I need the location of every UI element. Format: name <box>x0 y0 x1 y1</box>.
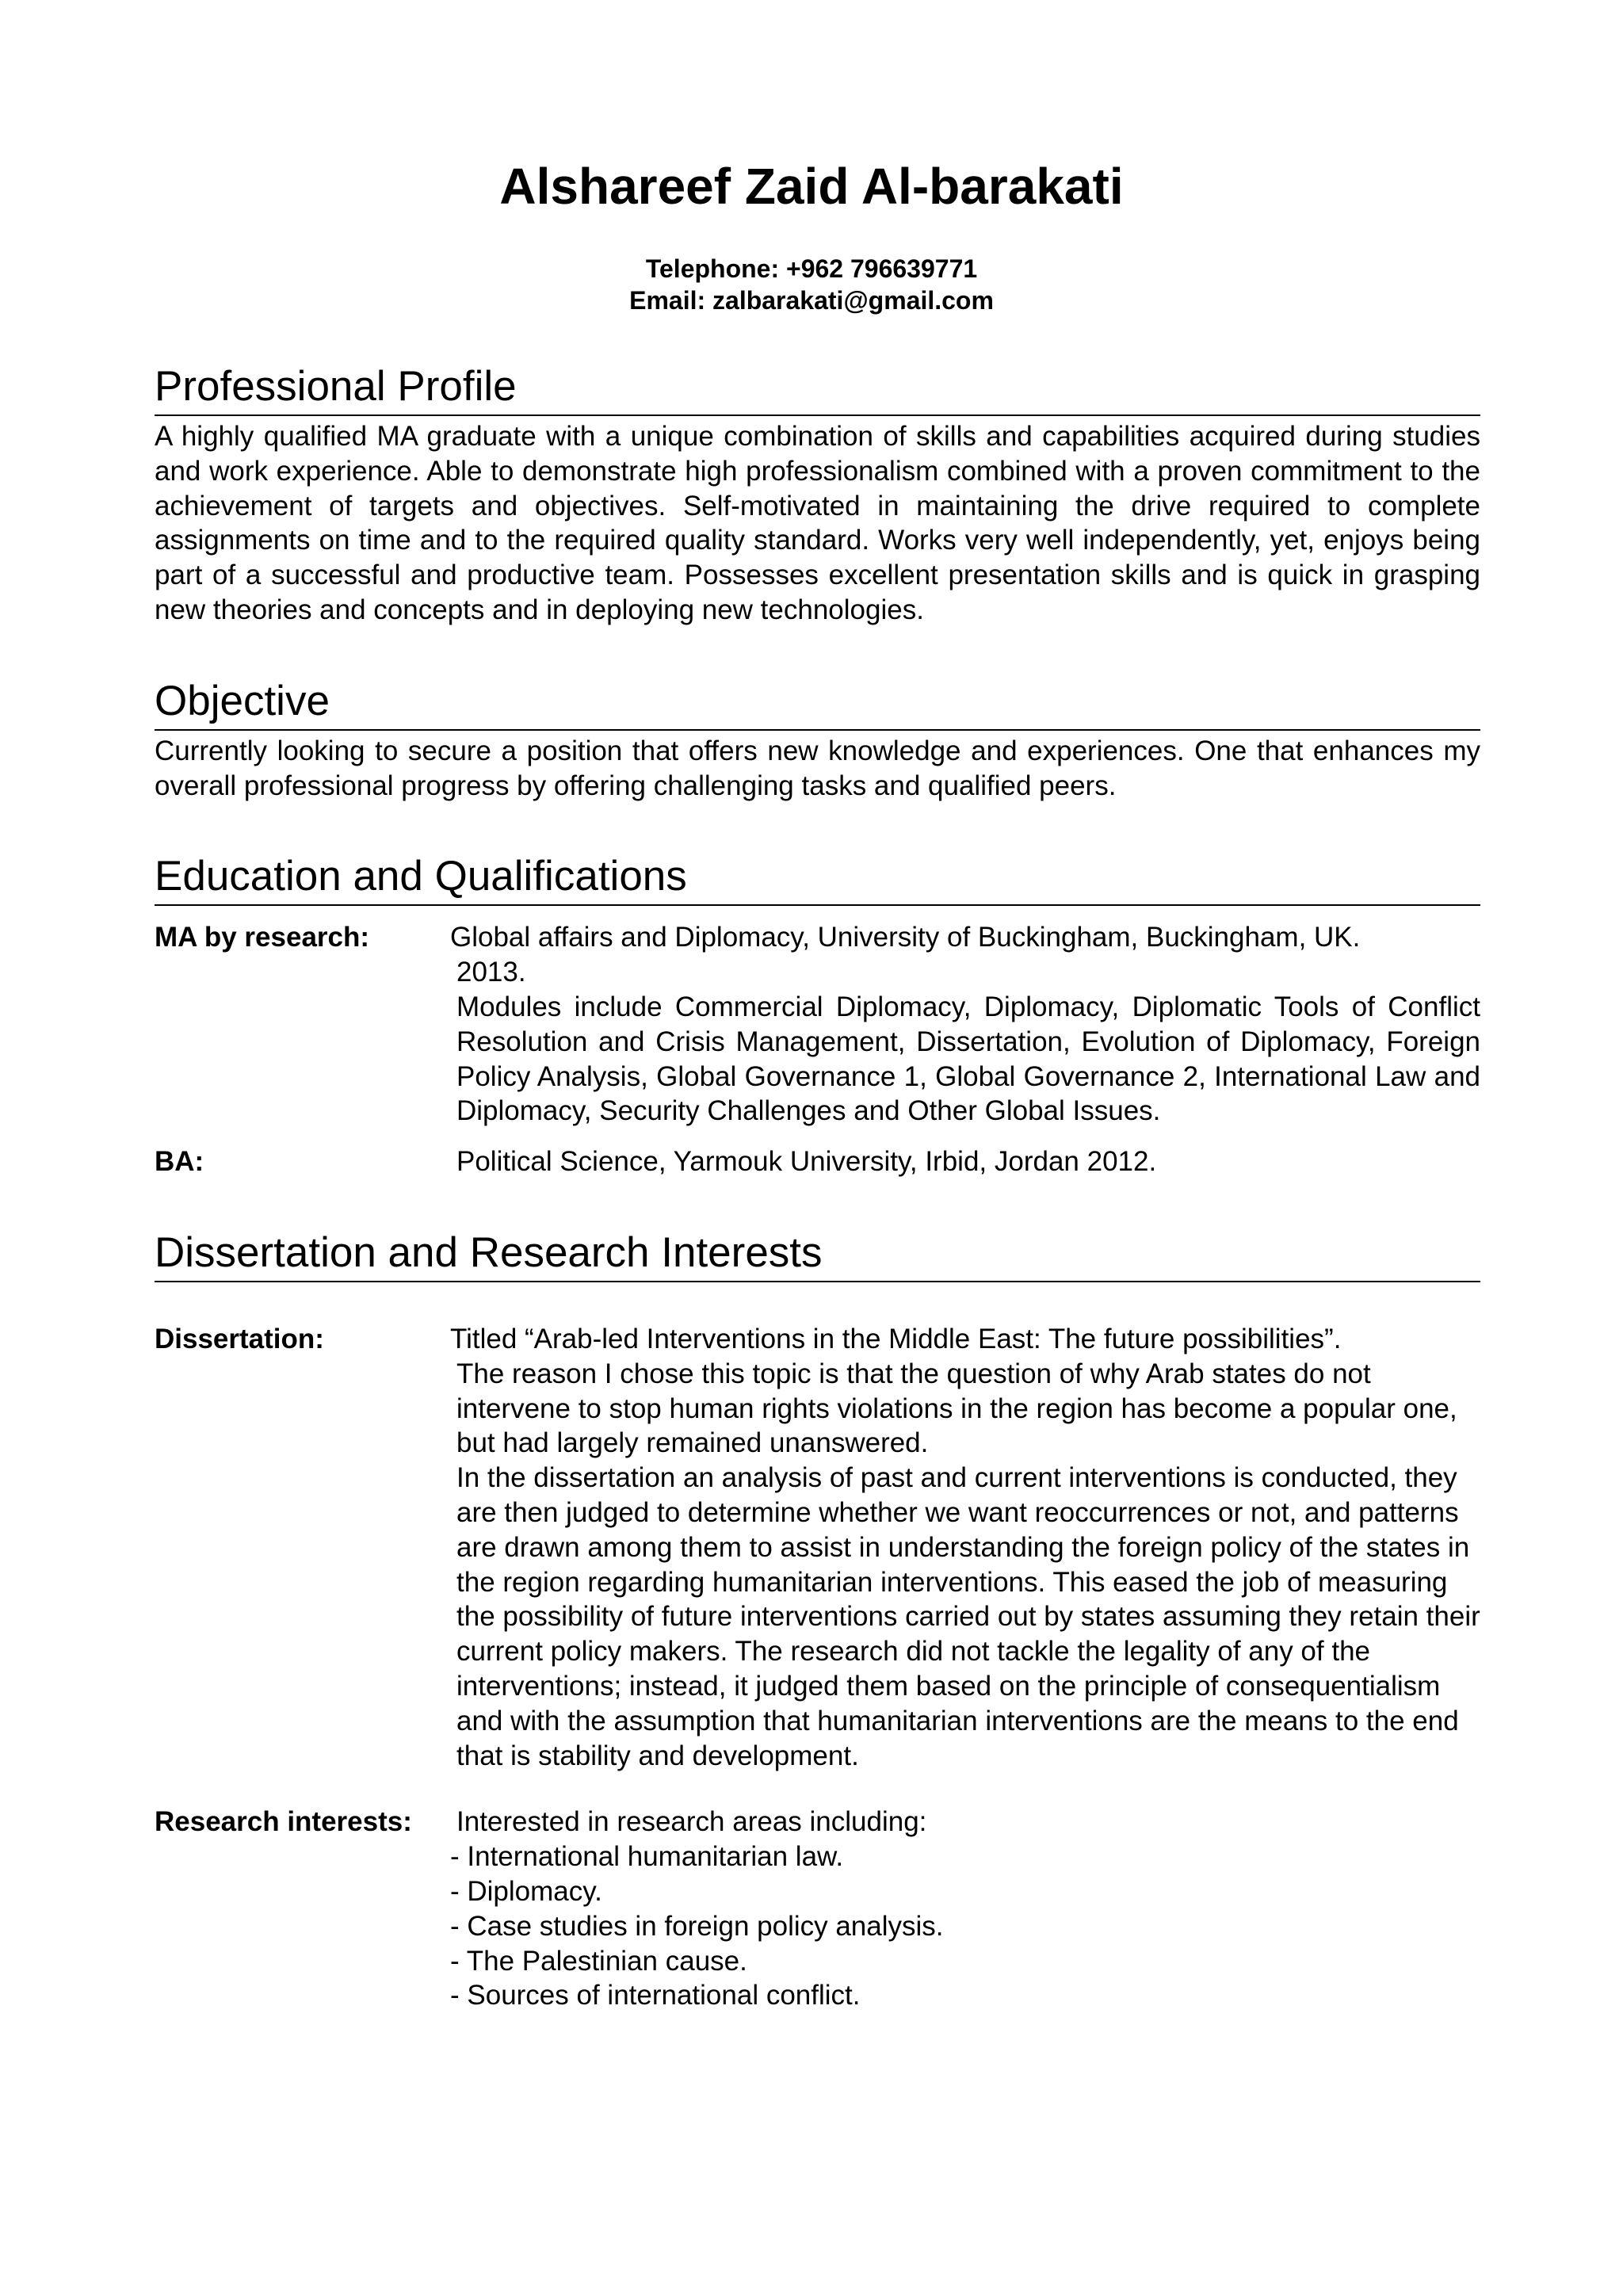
section-title-education: Education and Qualifications <box>155 850 1480 906</box>
entry-label: Dissertation: <box>155 1323 324 1354</box>
contact-block <box>0 253 1623 316</box>
ma-modules: Modules include Commercial Diplomacy, Diplomacy, Diplomatic Tools of Conflict Resolution and Crisis Management, Dissertation, Evolution of Diplomacy, Foreign Policy Analysis, Global Governance 1, Global Governance 2, International Law and Diplomacy, Security Challenges and Other Global Issues. <box>456 991 1480 1127</box>
interest-item: - The Palestinian cause. <box>450 1945 747 1977</box>
interest-item: - Case studies in foreign policy analysis. <box>450 1910 944 1942</box>
entry-body <box>450 920 1480 1129</box>
entry-body <box>450 1805 1480 2013</box>
entry-label: BA: <box>155 1146 204 1178</box>
entry-label: MA by research: <box>155 922 370 953</box>
education-entry-ma <box>155 920 1480 1129</box>
dissertation-analysis: In the dissertation an analysis of past and current interventions is conducted, they are then judged to determine whether we want reoccurrences or not, and patterns are drawn among them to assist in understanding the foreign policy of the states in the region regarding humanitarian interventions. This eased the job of measuring the possibility of future interventions carried out by states assuming they retain their current policy makers. The research did not tackle the legality of any of the interventions; instead, it judged them based on the principle of consequentialism and with the assumption that humanitarian interventions are the means to the end that is stability and development. <box>456 1462 1480 1771</box>
resume-body <box>155 361 1480 2013</box>
research-interests-entry <box>155 1805 1480 2013</box>
entry-label: Research interests: <box>155 1806 412 1838</box>
interest-item: - Diplomacy. <box>450 1875 602 1907</box>
interest-item: - Sources of international conflict. <box>450 1980 861 2011</box>
objective-text: Currently looking to secure a position that offers new knowledge and experiences. One that enhances my overall professional progress by offering challenging tasks and qualified peers. <box>155 735 1480 801</box>
dissertation-reason: The reason I chose this topic is that the question of why Arab states do not intervene to stop human rights violations in the region has become a popular one, but had largely remained unanswered. <box>456 1358 1457 1459</box>
dissertation-title: Titled “Arab-led Interventions in the Middle East: The future possibilities”. <box>450 1323 1342 1354</box>
ma-year: 2013. <box>456 957 526 988</box>
profile-text: A highly qualified MA graduate with a unique combination of skills and capabilities acquired during studies and work experience. Able to demonstrate high professionalism combined with a proven commitment to the achievement of targets and objectives. Self-motivated in maintaining the drive required to complete assignments on time and to the required quality standard. Works very well independently, yet, enjoys being part of a successful and productive team. Possesses excellent presentation skills and is quick in grasping new theories and concepts and in deploying new technologies. <box>155 421 1480 625</box>
interest-item: - International humanitarian law. <box>450 1841 844 1873</box>
interests-intro: Interested in research areas including: <box>456 1806 927 1838</box>
section-title-research: Dissertation and Research Interests <box>155 1227 1480 1282</box>
section-title-objective: Objective <box>155 675 1480 731</box>
ma-line: Global affairs and Diplomacy, University of Buckingham, Buckingham, UK. <box>450 922 1361 953</box>
entry-body <box>450 1322 1480 1773</box>
ba-text: Political Science, Yarmouk University, Irbid, Jordan 2012. <box>456 1146 1157 1178</box>
education-entry-ba <box>155 1144 1480 1179</box>
resume-header <box>0 155 1623 316</box>
telephone: Telephone: +962 796639771 <box>645 254 978 283</box>
email: Email: zalbarakati@gmail.com <box>629 286 994 315</box>
dissertation-entry <box>155 1322 1480 1773</box>
candidate-name: Alshareef Zaid Al-barakati <box>499 158 1124 215</box>
section-title-profile: Professional Profile <box>155 361 1480 416</box>
